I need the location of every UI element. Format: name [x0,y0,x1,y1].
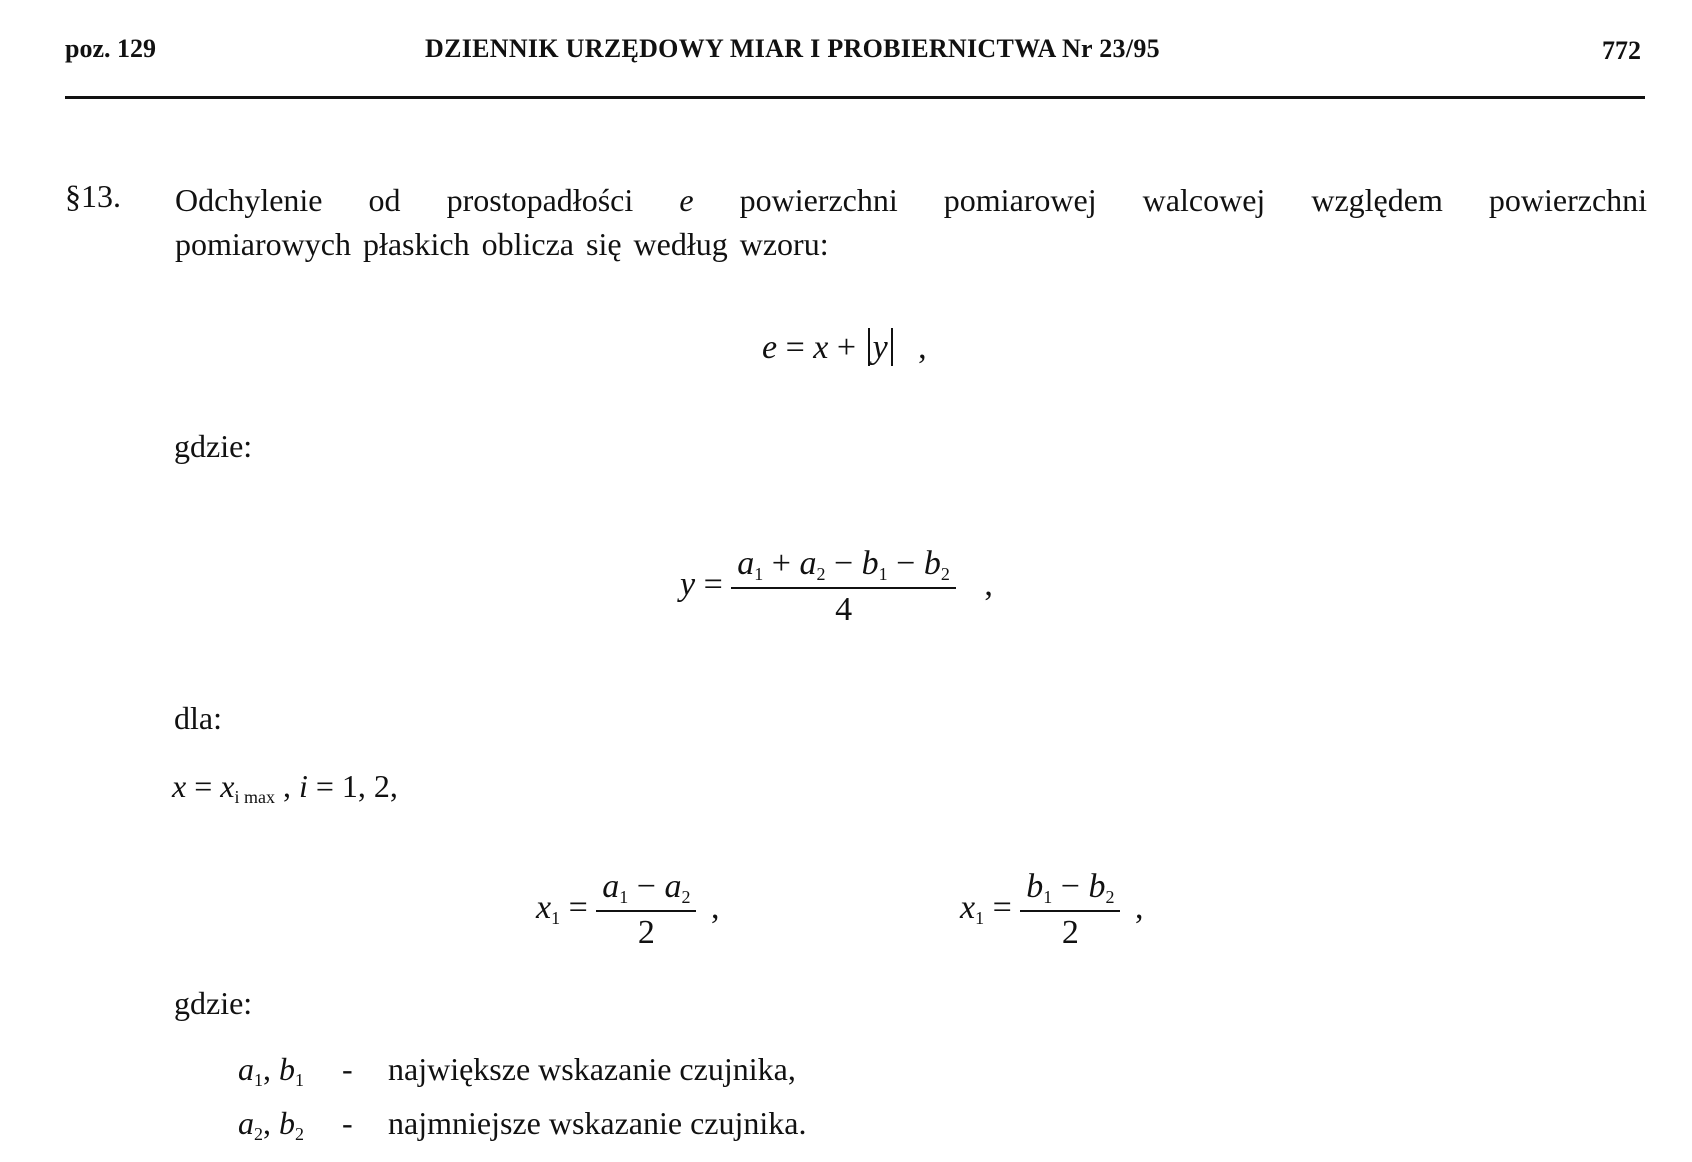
formula-x1-b: $x_1$ = $\frac{b_1 - b_2}{2}$ , [960,868,1144,951]
definition-dash: - [342,1051,353,1087]
definition-description: najmniejsze wskazanie czujnika. [388,1105,807,1141]
page-header [65,34,1647,68]
page-number: 772 [1602,36,1641,65]
definition-list [238,1042,1138,1150]
definition-symbols: $a_2$, $b_2$ [238,1105,304,1144]
fraction-x1-a-numerator: $a_1 - a_2$ [596,868,696,912]
definition-row [238,1042,1138,1096]
fraction-x1-b [1020,868,1120,952]
header-rule [65,96,1645,99]
abs-bar-left [868,328,870,366]
position-number: poz. 129 [65,34,156,63]
label-gdzie-1: gdzie: [174,428,253,464]
section-line-1: Odchylenie od prostopadłości e powierzchni pomiarowej walcowej względem powierzchni [175,182,1648,218]
fraction-x1-b-denominator: 2 [1061,914,1079,951]
fraction-y [731,545,956,629]
label-gdzie-2: gdzie: [174,985,253,1021]
symbol-e: e [679,182,694,218]
definition-dash: - [342,1105,353,1141]
formula-e: e = x + y , [762,329,927,366]
abs-bar-right [891,328,893,366]
journal-title: DZIENNIK URZĘDOWY MIAR I PROBIERNICTWA Nr 23/95 [425,34,1160,63]
definition-row [238,1096,1138,1150]
definition-symbols: $a_1$, $b_1$ [238,1051,304,1090]
fraction-x1-b-numerator: $b_1 - b_2$ [1020,868,1120,912]
fraction-y-numerator: $a_1 + a_2 - b_1 - b_2$ [731,545,956,589]
formula-x-def: $x = x_{i max}$ , i = 1, 2, [172,768,398,807]
formula-y: y = $\frac{a_1 + a_2 - b_1 - b_2}{4}$ , [680,545,993,628]
label-dla: dla: [174,700,222,736]
fraction-x1-a [596,868,696,952]
section-text [175,178,1647,266]
formula-x1-a: $x_1$ = $\frac{a_1 - a_2}{2}$ , [536,868,720,951]
definition-description: największe wskazanie czujnika, [388,1051,796,1087]
fraction-x1-a-denominator: 2 [637,914,655,951]
section-number: §13. [65,178,121,214]
section-line-2: pomiarowych płaskich oblicza się według wzoru: [175,226,829,262]
fraction-y-denominator: 4 [835,591,853,628]
